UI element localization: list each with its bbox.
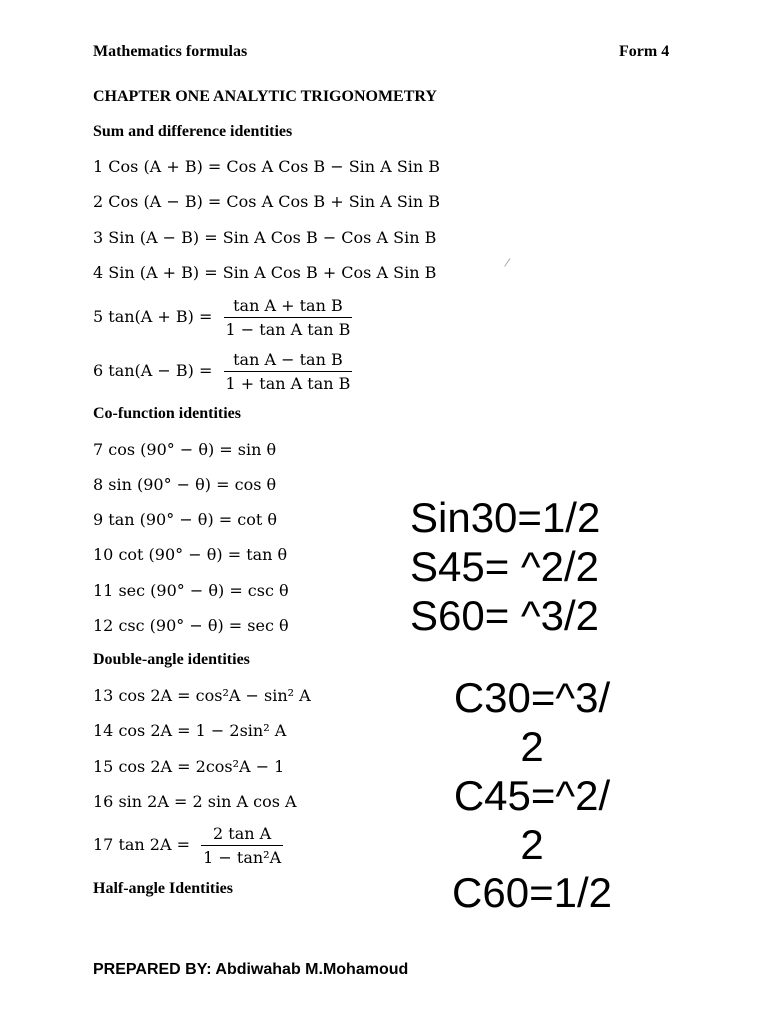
chapter-title: CHAPTER ONE ANALYTIC TRIGONOMETRY bbox=[93, 88, 437, 105]
formula-14: 14 cos 2A = 1 − 2sin² A bbox=[93, 721, 287, 740]
formula-5-denominator: 1 − tan A tan B bbox=[225, 320, 351, 339]
formula-11: 11 sec (90° − θ) = csc θ bbox=[93, 581, 289, 600]
formula-2: 2 Cos (A − B) = Cos A Cos B + Sin A Sin B bbox=[93, 192, 441, 211]
formula-5-numerator: tan A + tan B bbox=[224, 296, 353, 318]
formula-8: 8 sin (90° − θ) = cos θ bbox=[93, 475, 277, 494]
section-cofunction: Co-function identities bbox=[93, 405, 241, 422]
formula-10: 10 cot (90° − θ) = tan θ bbox=[93, 545, 288, 564]
formula-6-denominator: 1 + tan A tan B bbox=[225, 374, 351, 393]
note-s60: S60= ^3/2 bbox=[410, 592, 600, 639]
formula-6-lhs: 6 tan(A − B) = bbox=[93, 361, 213, 380]
formula-5-fraction bbox=[224, 296, 353, 339]
formula-5-lhs: 5 tan(A + B) = bbox=[93, 307, 213, 326]
section-double-angle: Double-angle identities bbox=[93, 651, 250, 668]
prepared-by-footer: PREPARED BY: Abdiwahab M.Mohamoud bbox=[93, 961, 409, 978]
note-c30-line1: C30=^3/ bbox=[453, 674, 611, 721]
formula-17-fraction bbox=[201, 824, 283, 867]
note-c45-line2: 2 bbox=[520, 821, 544, 868]
formula-9: 9 tan (90° − θ) = cot θ bbox=[93, 510, 277, 529]
formula-6-numerator: tan A − tan B bbox=[224, 350, 353, 372]
note-c30-line2: 2 bbox=[520, 723, 544, 770]
form-label: Form 4 bbox=[619, 43, 670, 60]
formula-17 bbox=[93, 824, 283, 867]
section-sum-difference: Sum and difference identities bbox=[93, 123, 293, 140]
note-s45: S45= ^2/2 bbox=[410, 543, 600, 590]
formula-1: 1 Cos (A + B) = Cos A Cos B − Sin A Sin B bbox=[93, 157, 441, 176]
formula-17-lhs: 17 tan 2A = bbox=[93, 835, 191, 854]
formula-6-fraction bbox=[224, 350, 353, 393]
formula-15: 15 cos 2A = 2cos²A − 1 bbox=[93, 757, 285, 776]
formula-7: 7 cos (90° − θ) = sin θ bbox=[93, 440, 277, 459]
formula-3: 3 Sin (A − B) = Sin A Cos B − Cos A Sin B bbox=[93, 228, 437, 247]
formula-6 bbox=[93, 350, 352, 393]
note-c60: C60=1/2 bbox=[452, 869, 612, 916]
formula-5 bbox=[93, 296, 352, 339]
section-half-angle: Half-angle Identities bbox=[93, 880, 233, 897]
stray-mark: / bbox=[503, 255, 511, 272]
document-title: Mathematics formulas bbox=[93, 43, 248, 60]
formula-17-numerator: 2 tan A bbox=[201, 824, 283, 846]
formula-17-denominator: 1 − tan²A bbox=[203, 848, 282, 867]
formula-16: 16 sin 2A = 2 sin A cos A bbox=[93, 792, 297, 811]
formula-4: 4 Sin (A + B) = Sin A Cos B + Cos A Sin B bbox=[93, 263, 437, 282]
note-sin30: Sin30=1/2 bbox=[410, 494, 601, 541]
note-c45-line1: C45=^2/ bbox=[453, 772, 611, 819]
formula-13: 13 cos 2A = cos²A − sin² A bbox=[93, 686, 311, 705]
formula-12: 12 csc (90° − θ) = sec θ bbox=[93, 616, 289, 635]
